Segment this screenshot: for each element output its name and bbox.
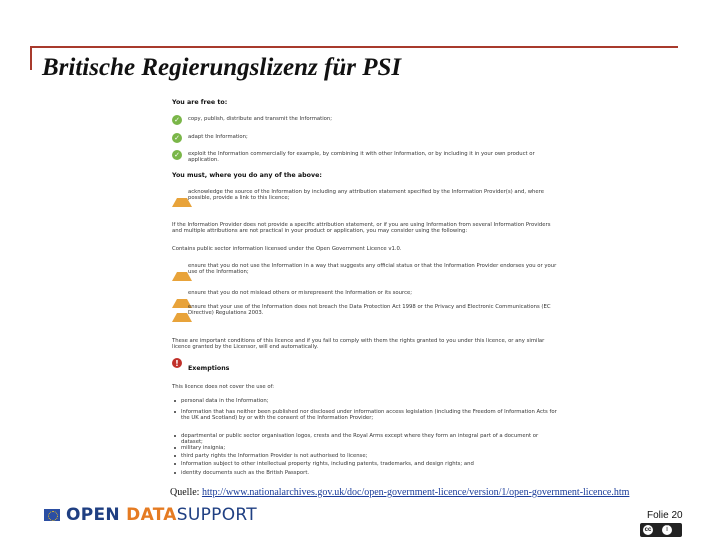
exemption-text: third party rights the Information Provider is not authorised to license; <box>181 453 368 459</box>
exemption-text: personal data in the Information; <box>181 398 269 404</box>
bullet <box>174 447 176 449</box>
free-item <box>172 150 557 162</box>
attribution-note: If the Information Provider does not provide a specific attribution statement, or if you are using Information from several Information Providers and multiple attributions are not practical in your product or application, you may consider using the following: <box>172 222 551 235</box>
exemption-text: departmental or public sector organisation logos, crests and the Royal Arms except where they form an integral part of a document or dataset; <box>181 433 539 446</box>
creative-commons-badge <box>640 523 682 537</box>
exemptions-intro: This licence does not cover the use of: <box>172 384 275 390</box>
check-icon: ✓ <box>172 133 182 143</box>
free-item-text: exploit the Information commercially for example, by combining it with other Information, or by including it in your own product or application. <box>188 151 535 164</box>
free-heading: You are free to: <box>172 99 228 106</box>
check-icon: ✓ <box>172 150 182 160</box>
title-frame-left <box>30 46 32 70</box>
free-item <box>172 115 557 127</box>
must-item-text: ensure that your use of the Information does not breach the Data Protection Act 1998 or the Privacy and Electronic Communications (EC Directive) Regulations 2003. <box>188 304 551 317</box>
bullet <box>174 400 176 402</box>
must-item <box>172 262 557 278</box>
must-heading: You must, where you do any of the above: <box>172 172 322 179</box>
exemption-text: identity documents such as the British Passport. <box>181 470 310 476</box>
bullet <box>174 455 176 457</box>
cc-icon: cc <box>644 527 652 533</box>
conditions-note: These are important conditions of this licence and if you fail to comply with them the rights granted to you under this licence, or any similar licence granted by the Licensor, will end automatically. <box>172 338 545 351</box>
exemptions-header <box>172 358 557 370</box>
slide-title: Britische Regierungslizenz für PSI <box>42 54 402 81</box>
brand-open: OPEN <box>66 505 120 525</box>
must-item-text: ensure that you do not mislead others or misrepresent the Information or its source; <box>188 290 413 296</box>
free-item-text: copy, publish, distribute and transmit the Information; <box>188 116 333 122</box>
exemption-text: military insignia; <box>181 445 226 451</box>
eu-flag-icon <box>44 509 60 521</box>
bullet <box>174 472 176 474</box>
bullet <box>174 463 176 465</box>
slide-number: Folie 20 <box>647 510 683 521</box>
bullet <box>174 435 176 437</box>
must-item-text: ensure that you do not use the Information in a way that suggests any official status or that the Information Provider endorses you or your use of the Information; <box>188 263 557 276</box>
bullet <box>174 411 176 413</box>
attribution-statement: Contains public sector information licensed under the Open Government Licence v1.0. <box>172 246 402 252</box>
exemption-text: Information that has neither been published nor disclosed under information access legislation (including the Freedom of Information Acts for the UK and Scotland) by or with the consent of the Information Provider; <box>181 409 557 422</box>
must-item <box>172 289 557 301</box>
check-icon: ✓ <box>172 115 182 125</box>
free-item <box>172 133 557 145</box>
must-item-text: acknowledge the source of the Information by including any attribution statement specified by the Information Provider(s) and, where possible, provide a link to this licence; <box>188 189 544 202</box>
source-link[interactable]: http://www.nationalarchives.gov.uk/doc/open-government-licence/version/1/open-government-licence.htm <box>201 487 630 498</box>
licence-screenshot <box>168 96 563 480</box>
source-label: Quelle: <box>170 487 202 498</box>
exclamation-icon: ! <box>172 358 182 368</box>
exemption-text: Information subject to other intellectual property rights, including patents, trademarks, and design rights; and <box>181 461 474 467</box>
exemptions-heading: Exemptions <box>188 365 230 372</box>
source-line <box>170 487 629 498</box>
attribution-icon: i <box>662 525 672 535</box>
free-item-text: adapt the Information; <box>188 134 248 140</box>
must-item <box>172 188 557 204</box>
brand-data: DATA <box>126 505 177 525</box>
must-item <box>172 303 557 319</box>
title-frame-top <box>30 46 678 48</box>
brand-wordmark <box>66 505 257 525</box>
brand-support: SUPPORT <box>176 505 257 525</box>
